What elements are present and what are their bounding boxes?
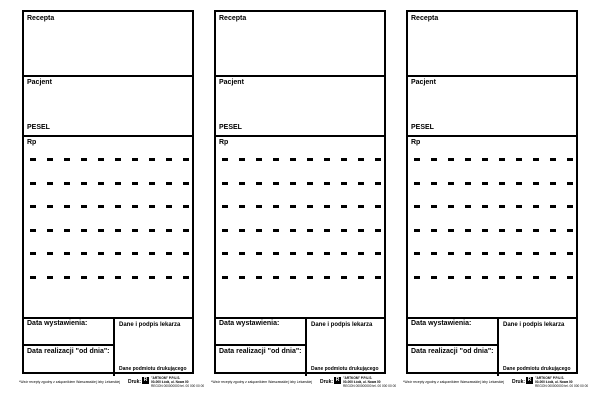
rp-dash xyxy=(499,205,505,208)
rp-dash xyxy=(98,182,104,185)
rp-dash xyxy=(149,252,155,255)
rp-dash xyxy=(183,158,189,161)
rp-dash xyxy=(166,158,172,161)
recepta-section[interactable] xyxy=(408,12,576,77)
rp-dash xyxy=(30,158,36,161)
rp-dash xyxy=(307,276,313,279)
footer-note: *Wzór recepty zgodny z załącznikiem Warszawskiej Izby Lekarskiej xyxy=(211,380,313,384)
rp-dash xyxy=(516,182,522,185)
pesel-label: PESEL xyxy=(411,124,434,131)
rp-dash xyxy=(307,252,313,255)
rp-dash xyxy=(448,252,454,255)
rp-dash xyxy=(533,252,539,255)
rp-dash xyxy=(290,229,296,232)
rp-dash xyxy=(414,252,420,255)
rp-dash xyxy=(431,252,437,255)
rp-dash xyxy=(341,182,347,185)
rp-dash xyxy=(222,229,228,232)
rp-dash-line-2 xyxy=(222,182,382,185)
rp-dash xyxy=(533,205,539,208)
rp-dash xyxy=(567,158,573,161)
bottom-section xyxy=(408,317,576,376)
rp-dash xyxy=(533,229,539,232)
rp-section[interactable] xyxy=(408,137,576,317)
rp-dash xyxy=(482,182,488,185)
printer-info xyxy=(535,377,588,388)
rp-dash-line-4 xyxy=(30,229,190,232)
dane-podmiotu-label: Dane podmiotu drukującego xyxy=(503,366,571,372)
printer-address: 00-000 Łódź, ul. Nowa 00 xyxy=(535,379,573,384)
rp-dash xyxy=(550,205,556,208)
data-wystawienia-box[interactable] xyxy=(408,319,499,346)
rp-dash-line-3 xyxy=(30,205,190,208)
printer-address: 00-000 Łódź, ul. Nowa 00 xyxy=(151,379,189,384)
rp-dash xyxy=(324,276,330,279)
rp-dash xyxy=(183,276,189,279)
rp-dash xyxy=(115,229,121,232)
data-realizacji-box[interactable] xyxy=(408,346,499,376)
printer-regon: REGON 000000000 tel. 00 000 00 00 xyxy=(535,383,589,388)
rp-dash xyxy=(47,229,53,232)
rp-dash xyxy=(132,276,138,279)
rp-dash xyxy=(81,205,87,208)
rp-dash xyxy=(256,182,262,185)
rp-dash xyxy=(273,158,279,161)
rp-dash xyxy=(290,205,296,208)
rp-dash xyxy=(448,229,454,232)
rp-dash xyxy=(273,229,279,232)
pacjent-section[interactable] xyxy=(24,77,192,137)
prescription-form-3 xyxy=(403,10,589,394)
printer-logo-icon: R xyxy=(143,377,148,383)
form-footer xyxy=(211,376,397,394)
printer-logo-icon: R xyxy=(527,377,532,383)
dane-lekarza-label: Dane i podpis lekarza xyxy=(503,322,565,328)
rp-dash xyxy=(567,182,573,185)
druk-label: Druk: xyxy=(128,379,142,385)
printer-name: "ARTKOM" P.P.U.S. xyxy=(151,376,181,380)
rp-dash xyxy=(98,252,104,255)
rp-dash-line-5 xyxy=(414,252,574,255)
rp-dash xyxy=(290,182,296,185)
rp-dash xyxy=(375,276,381,279)
rp-dash xyxy=(30,276,36,279)
druk-label: Druk: xyxy=(320,379,334,385)
rp-dash-line-1 xyxy=(414,158,574,161)
rp-section[interactable] xyxy=(24,137,192,317)
rp-dash-line-4 xyxy=(222,229,382,232)
rp-dash xyxy=(149,158,155,161)
rp-dash xyxy=(358,205,364,208)
pacjent-label: Pacjent xyxy=(411,79,436,86)
rp-label: Rp xyxy=(219,139,229,146)
rp-dash xyxy=(149,276,155,279)
rp-dash xyxy=(499,158,505,161)
rp-dash xyxy=(482,158,488,161)
rp-dash xyxy=(431,229,437,232)
rp-dash xyxy=(465,252,471,255)
data-wystawienia-label: Data wystawienia: xyxy=(219,320,280,327)
pacjent-section[interactable] xyxy=(408,77,576,137)
rp-dash xyxy=(499,229,505,232)
rp-dash xyxy=(239,158,245,161)
rp-dash xyxy=(516,252,522,255)
rp-dash xyxy=(30,205,36,208)
rp-dash xyxy=(115,252,121,255)
rp-dash xyxy=(341,205,347,208)
printer-info xyxy=(343,377,396,388)
rp-dash-line-2 xyxy=(30,182,190,185)
rp-dash xyxy=(98,276,104,279)
footer-note: *Wzór recepty zgodny z załącznikiem Warszawskiej Izby Lekarskiej xyxy=(19,380,121,384)
rp-dash xyxy=(98,229,104,232)
rp-dash xyxy=(222,205,228,208)
rp-dash xyxy=(166,276,172,279)
form-footer xyxy=(19,376,205,394)
rp-dash xyxy=(341,252,347,255)
rp-dash-line-6 xyxy=(414,276,574,279)
rp-dash xyxy=(149,205,155,208)
rp-dash xyxy=(431,276,437,279)
rp-dash xyxy=(431,205,437,208)
rp-dash-line-5 xyxy=(30,252,190,255)
pacjent-section[interactable] xyxy=(216,77,384,137)
printer-info xyxy=(151,377,204,388)
rp-dash xyxy=(324,229,330,232)
bottom-section xyxy=(216,317,384,376)
data-realizacji-label: Data realizacji "od dnia": xyxy=(27,348,110,355)
rp-dash xyxy=(115,276,121,279)
data-wystawienia-label: Data wystawienia: xyxy=(411,320,472,327)
rp-dash xyxy=(307,205,313,208)
rp-dash-line-1 xyxy=(30,158,190,161)
rp-dash xyxy=(256,252,262,255)
rp-dash xyxy=(64,182,70,185)
rp-dash xyxy=(47,205,53,208)
footer-note: *Wzór recepty zgodny z załącznikiem Warszawskiej Izby Lekarskiej xyxy=(403,380,505,384)
rp-dash xyxy=(64,229,70,232)
dane-lekarza-label: Dane i podpis lekarza xyxy=(311,322,373,328)
rp-dash xyxy=(341,229,347,232)
rp-dash xyxy=(47,182,53,185)
rp-dash xyxy=(166,205,172,208)
rp-dash xyxy=(482,276,488,279)
rp-dash xyxy=(132,205,138,208)
rp-dash xyxy=(358,252,364,255)
form-frame xyxy=(406,10,578,374)
rp-dash xyxy=(132,229,138,232)
data-realizacji-box[interactable] xyxy=(216,346,307,376)
rp-dash xyxy=(499,276,505,279)
rp-dash xyxy=(358,158,364,161)
rp-dash xyxy=(567,205,573,208)
form-frame xyxy=(22,10,194,374)
prescription-form-2 xyxy=(211,10,397,394)
rp-label: Rp xyxy=(27,139,37,146)
rp-dash xyxy=(358,182,364,185)
rp-dash xyxy=(132,158,138,161)
rp-dash xyxy=(98,205,104,208)
rp-dash xyxy=(239,182,245,185)
data-realizacji-label: Data realizacji "od dnia": xyxy=(219,348,302,355)
rp-dash xyxy=(375,229,381,232)
rp-dash xyxy=(64,252,70,255)
rp-dash xyxy=(448,276,454,279)
rp-dash xyxy=(81,252,87,255)
rp-dash xyxy=(47,276,53,279)
rp-dash xyxy=(307,229,313,232)
rp-dash-line-3 xyxy=(222,205,382,208)
rp-dash xyxy=(222,252,228,255)
rp-dash xyxy=(166,252,172,255)
rp-dash xyxy=(183,229,189,232)
rp-dash xyxy=(516,229,522,232)
rp-label: Rp xyxy=(411,139,421,146)
rp-dash xyxy=(324,252,330,255)
rp-dash xyxy=(256,158,262,161)
rp-dash xyxy=(567,252,573,255)
rp-dash xyxy=(482,205,488,208)
rp-dash xyxy=(222,276,228,279)
printer-address: 00-000 Łódź, ul. Nowa 00 xyxy=(343,379,381,384)
rp-dash xyxy=(166,229,172,232)
rp-dash xyxy=(414,158,420,161)
rp-dash xyxy=(47,158,53,161)
rp-dash xyxy=(414,182,420,185)
printer-regon: REGON 000000000 tel. 00 000 00 00 xyxy=(151,383,205,388)
data-wystawienia-box[interactable] xyxy=(24,319,115,346)
rp-dash xyxy=(465,158,471,161)
rp-dash xyxy=(516,158,522,161)
recepta-label: Recepta xyxy=(411,15,439,22)
rp-dash xyxy=(499,182,505,185)
rp-dash xyxy=(290,252,296,255)
rp-dash xyxy=(239,252,245,255)
rp-dash xyxy=(307,158,313,161)
rp-dash xyxy=(567,276,573,279)
rp-dash xyxy=(516,205,522,208)
bottom-section xyxy=(24,317,192,376)
rp-dash xyxy=(341,158,347,161)
rp-dash-line-5 xyxy=(222,252,382,255)
rp-dash xyxy=(81,276,87,279)
rp-dash xyxy=(550,252,556,255)
data-wystawienia-label: Data wystawienia: xyxy=(27,320,88,327)
rp-dash xyxy=(414,229,420,232)
rp-dash-line-6 xyxy=(222,276,382,279)
rp-dash xyxy=(81,229,87,232)
rp-dash xyxy=(273,182,279,185)
rp-dash xyxy=(183,205,189,208)
rp-dash xyxy=(290,276,296,279)
rp-dash xyxy=(358,229,364,232)
rp-dash xyxy=(324,158,330,161)
rp-dash xyxy=(115,158,121,161)
rp-dash-line-4 xyxy=(414,229,574,232)
rp-dash xyxy=(98,158,104,161)
rp-dash xyxy=(375,252,381,255)
rp-dash xyxy=(222,182,228,185)
rp-dash xyxy=(115,205,121,208)
rp-dash xyxy=(533,182,539,185)
rp-dash xyxy=(375,158,381,161)
recepta-section[interactable] xyxy=(24,12,192,77)
rp-dash xyxy=(290,158,296,161)
rp-dash xyxy=(149,182,155,185)
printer-name: "ARTKOM" P.P.U.S. xyxy=(535,376,565,380)
rp-dash xyxy=(149,229,155,232)
rp-dash xyxy=(256,205,262,208)
rp-dash xyxy=(324,182,330,185)
pacjent-label: Pacjent xyxy=(219,79,244,86)
rp-dash-line-3 xyxy=(414,205,574,208)
printer-name: "ARTKOM" P.P.U.S. xyxy=(343,376,373,380)
rp-dash xyxy=(482,229,488,232)
rp-dash xyxy=(273,252,279,255)
rp-dash xyxy=(358,276,364,279)
rp-dash xyxy=(431,182,437,185)
rp-dash xyxy=(482,252,488,255)
rp-dash xyxy=(448,158,454,161)
rp-dash xyxy=(64,276,70,279)
rp-dash xyxy=(516,276,522,279)
pesel-label: PESEL xyxy=(219,124,242,131)
rp-dash xyxy=(273,205,279,208)
rp-section[interactable] xyxy=(216,137,384,317)
rp-dash xyxy=(448,182,454,185)
data-realizacji-label: Data realizacji "od dnia": xyxy=(411,348,494,355)
form-frame xyxy=(214,10,386,374)
rp-dash xyxy=(183,252,189,255)
rp-dash xyxy=(64,205,70,208)
rp-dash xyxy=(115,182,121,185)
rp-dash xyxy=(375,205,381,208)
rp-dash xyxy=(239,205,245,208)
rp-dash xyxy=(550,229,556,232)
recepta-section[interactable] xyxy=(216,12,384,77)
rp-dash xyxy=(30,182,36,185)
rp-dash xyxy=(239,229,245,232)
druk-label: Druk: xyxy=(512,379,526,385)
printer-regon: REGON 000000000 tel. 00 000 00 00 xyxy=(343,383,397,388)
rp-dash xyxy=(465,182,471,185)
rp-dash xyxy=(81,158,87,161)
rp-dash xyxy=(567,229,573,232)
dane-podmiotu-label: Dane podmiotu drukującego xyxy=(311,366,379,372)
rp-dash xyxy=(448,205,454,208)
rp-dash xyxy=(414,276,420,279)
form-footer xyxy=(403,376,589,394)
rp-dash-line-1 xyxy=(222,158,382,161)
rp-dash xyxy=(533,158,539,161)
rp-dash xyxy=(30,252,36,255)
rp-dash xyxy=(183,182,189,185)
rp-dash xyxy=(239,276,245,279)
data-realizacji-box[interactable] xyxy=(24,346,115,376)
rp-dash xyxy=(30,229,36,232)
rp-dash xyxy=(132,252,138,255)
rp-dash xyxy=(499,252,505,255)
rp-dash xyxy=(550,158,556,161)
rp-dash xyxy=(222,158,228,161)
rp-dash xyxy=(307,182,313,185)
rp-dash xyxy=(465,205,471,208)
rp-dash-line-6 xyxy=(30,276,190,279)
rp-dash xyxy=(533,276,539,279)
prescription-form-1 xyxy=(19,10,205,394)
rp-dash xyxy=(81,182,87,185)
rp-dash xyxy=(166,182,172,185)
data-wystawienia-box[interactable] xyxy=(216,319,307,346)
pacjent-label: Pacjent xyxy=(27,79,52,86)
rp-dash xyxy=(273,276,279,279)
rp-dash xyxy=(465,276,471,279)
rp-dash xyxy=(132,182,138,185)
rp-dash xyxy=(550,276,556,279)
dane-lekarza-label: Dane i podpis lekarza xyxy=(119,322,181,328)
rp-dash xyxy=(341,276,347,279)
rp-dash xyxy=(256,276,262,279)
rp-dash xyxy=(465,229,471,232)
recepta-label: Recepta xyxy=(219,15,247,22)
rp-dash xyxy=(550,182,556,185)
pesel-label: PESEL xyxy=(27,124,50,131)
printer-logo-icon: R xyxy=(335,377,340,383)
rp-dash xyxy=(64,158,70,161)
rp-dash xyxy=(256,229,262,232)
recepta-label: Recepta xyxy=(27,15,55,22)
dane-podmiotu-label: Dane podmiotu drukującego xyxy=(119,366,187,372)
rp-dash xyxy=(324,205,330,208)
rp-dash-line-2 xyxy=(414,182,574,185)
rp-dash xyxy=(431,158,437,161)
rp-dash xyxy=(47,252,53,255)
rp-dash xyxy=(414,205,420,208)
rp-dash xyxy=(375,182,381,185)
